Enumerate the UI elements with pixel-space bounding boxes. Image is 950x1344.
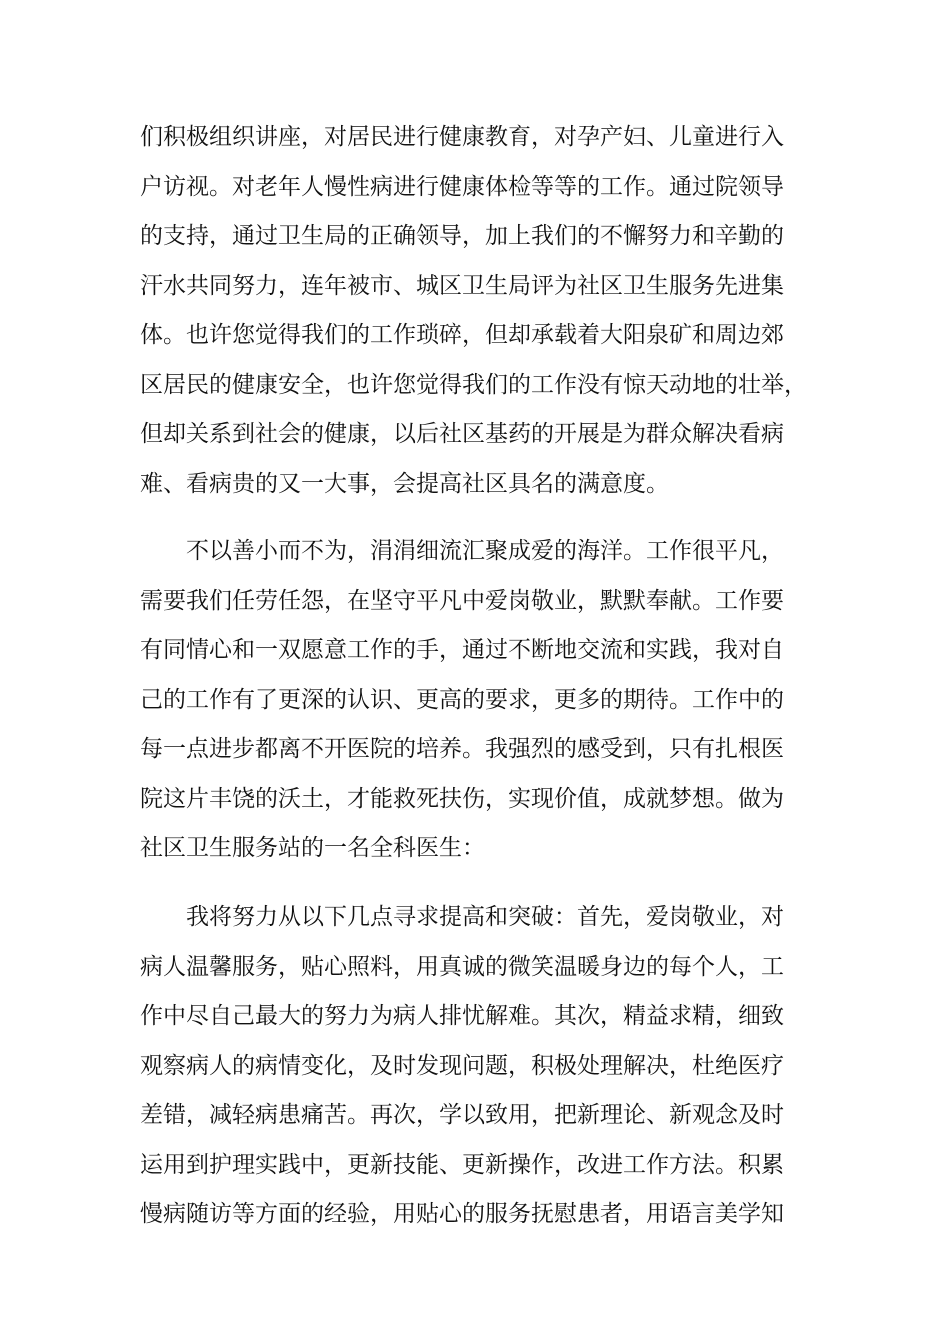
text-line: 不以善小而不为，涓涓细流汇聚成爱的海洋。工作很平凡， — [186, 538, 784, 564]
paragraph-3 — [140, 893, 840, 1240]
text-line: 病人温馨服务，贴心照料，用真诚的微笑温暖身边的每个人，工 — [140, 953, 784, 980]
paragraph-2 — [140, 527, 840, 874]
text-line: 难、看病贵的又一大事，会提高社区具名的满意度。 — [140, 470, 669, 497]
text-line: 每一点进步都离不开医院的培养。我强烈的感受到，只有扎根医 — [140, 736, 784, 762]
text-line: 院这片丰饶的沃土，才能救死扶伤，实现价值，成就梦想。做为 — [140, 785, 784, 812]
text-line: 我将努力从以下几点寻求提高和突破：首先，爱岗敬业，对 — [186, 904, 784, 930]
text-line: 己的工作有了更深的认识、更高的要求，更多的期待。工作中的 — [140, 686, 784, 713]
text-line: 社区卫生服务站的一名全科医生： — [140, 835, 485, 861]
paragraph-1 — [140, 113, 840, 509]
text-line: 们积极组织讲座，对居民进行健康教育，对孕产妇、儿童进行入 — [140, 124, 784, 150]
text-line: 运用到护理实践中，更新技能、更新操作，改进工作方法。积累 — [140, 1151, 784, 1178]
text-line: 但却关系到社会的健康，以后社区基药的开展是为群众解决看病 — [140, 421, 784, 447]
text-line: 需要我们任劳任怨，在坚守平凡中爱岗敬业，默默奉献。工作要 — [140, 587, 784, 614]
text-line: 观察病人的病情变化，及时发现问题，积极处理解决，杜绝医疗 — [140, 1052, 784, 1079]
text-line: 汗水共同努力，连年被市、城区卫生局评为社区卫生服务先进集 — [140, 272, 784, 299]
text-line: 区居民的健康安全，也许您觉得我们的工作没有惊天动地的壮举， — [140, 371, 807, 398]
text-line: 的支持，通过卫生局的正确领导，加上我们的不懈努力和辛勤的 — [140, 223, 784, 249]
text-line: 差错，减轻病患痛苦。再次，学以致用，把新理论、新观念及时 — [140, 1102, 784, 1128]
text-line: 户访视。对老年人慢性病进行健康体检等等的工作。通过院领导 — [140, 173, 784, 200]
text-line: 作中尽自己最大的努力为病人排忧解难。其次，精益求精，细致 — [140, 1003, 784, 1029]
text-line: 体。也许您觉得我们的工作琐碎，但却承载着大阳泉矿和周边郊 — [140, 322, 784, 348]
text-line: 有同情心和一双愿意工作的手，通过不断地交流和实践，我对自 — [140, 637, 784, 663]
text-line: 慢病随访等方面的经验，用贴心的服务抚慰患者，用语言美学知 — [140, 1201, 784, 1227]
